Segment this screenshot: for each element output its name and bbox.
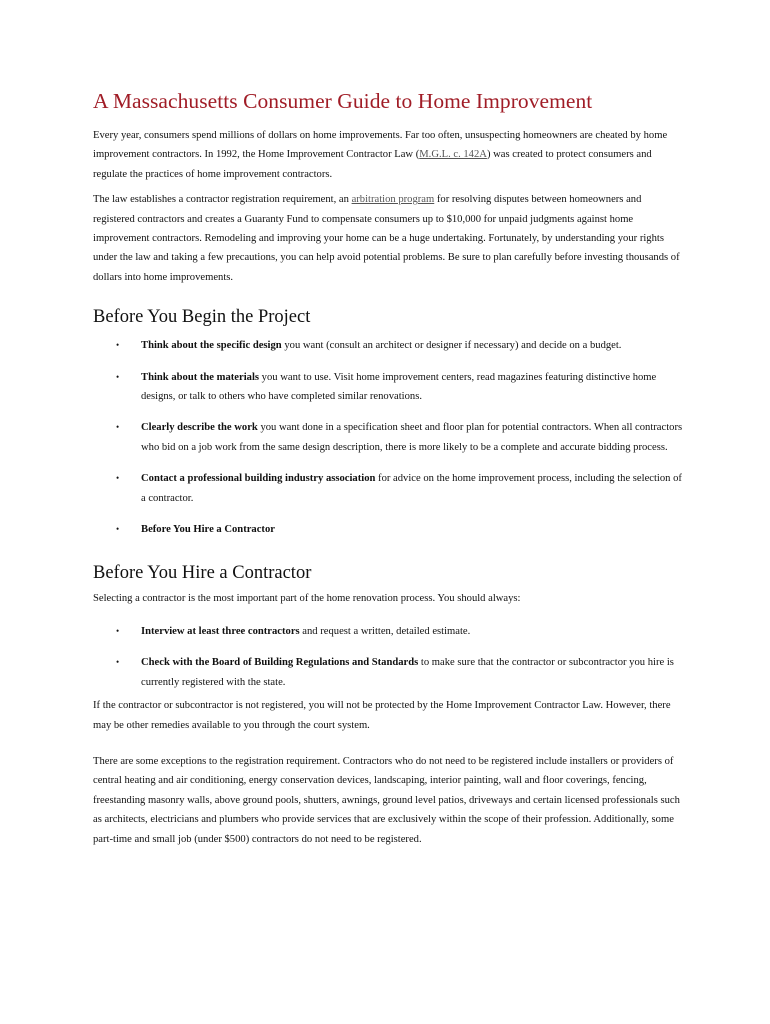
list-item-text: to make sure that the contractor or subcontractor you hire is currently registered with the state. <box>141 657 674 688</box>
list-item-bold: Think about the specific design <box>141 340 282 352</box>
page-title: A Massachusetts Consumer Guide to Home Improvement <box>93 89 593 113</box>
exceptions-paragraph: There are some exceptions to the registration requirement. Contractors who do not need to be registered include installers or providers of central heating and air conditioning, energy conservation devices, landscaping, interior painting, wall and floor coverings, fencing, freestanding masonry walls, above ground pools, shutters, awnings, ground level patios, driveways and certain licensed professionals such as architects, electricians and plumbers who provide services that are exclusively within the scope of their profession. Additionally, some part-time and small job (under $500) contractors do not need to be registered. <box>93 755 680 845</box>
list-item <box>93 653 683 692</box>
list-item-text: you want to use. Visit home improvement centers, read magazines featuring distinctive home designs, or talk to others who have completed similar renovations. <box>141 371 657 403</box>
list-item <box>93 336 683 355</box>
document-content <box>93 86 683 849</box>
intro-p1-text-end: ) was created to protect consumers and regulate the practices of home improvement contractors. <box>93 149 652 180</box>
list-item <box>93 418 683 457</box>
bullet-icon: • <box>116 625 120 636</box>
intro-p2-text-start: The law establishes a contractor registration requirement, an <box>93 194 352 206</box>
intro-paragraph-2 <box>93 190 683 287</box>
list-item-text: you want (consult an architect or designer if necessary) and decide on a budget. <box>281 340 622 352</box>
bullet-icon: • <box>116 524 120 535</box>
list-item-bold: Contact a professional building industry association <box>141 473 376 485</box>
list-item-bold: Check with the Board of Building Regulations and Standards <box>141 657 419 669</box>
begin-project-list <box>93 336 683 539</box>
intro-p1-text-start: Every year, consumers spend millions of dollars on home improvements. Far too often, unsuspecting homeowners are cheated by home improvement contractors. In 1992, the Home Improvement Contractor Law ( <box>93 130 668 161</box>
intro-p2-text-end: for resolving disputes between homeowners and registered contractors and creates a Guaranty Fund to compensate consumers up to $10,000 for unpaid judgments against home improvement contractors. Remodeling and improving your home can be a huge undertaking. Fortunately, by understanding your rights under the law and taking a few precautions, you can help avoid potential problems. Be sure to plan carefully before investing thousands of dollars into home improvements. <box>93 194 680 283</box>
list-item-bold: Clearly describe the work <box>141 422 258 434</box>
list-item-bold: Interview at least three contractors <box>141 625 300 637</box>
list-item <box>93 520 683 539</box>
hire-intro-paragraph: Selecting a contractor is the most important part of the home renovation process. You should always: <box>93 592 521 604</box>
bullet-icon: • <box>116 657 120 668</box>
mgl-142a-link[interactable]: M.G.L. c. 142A <box>419 149 487 161</box>
list-item-text: and request a written, detailed estimate. <box>299 625 471 637</box>
list-item-bold: Think about the materials <box>141 371 260 383</box>
hire-contractor-list <box>93 622 683 692</box>
list-item <box>93 368 683 407</box>
intro-paragraph-1 <box>93 126 683 184</box>
bullet-icon: • <box>116 371 120 382</box>
section-heading-hire-contractor: Before You Hire a Contractor <box>93 562 312 583</box>
bullet-icon: • <box>116 422 120 433</box>
list-item-bold: Before You Hire a Contractor <box>141 524 275 536</box>
list-item-text: for advice on the home improvement process, including the selection of a contractor. <box>141 473 682 504</box>
list-item <box>93 469 683 508</box>
arbitration-program-link[interactable]: arbitration program <box>351 194 435 206</box>
list-item <box>93 622 683 641</box>
not-registered-paragraph: If the contractor or subcontractor is not registered, you will not be protected by the Home Improvement Contractor Law. However, there may be other remedies available to you through the court system. <box>93 700 671 731</box>
section-heading-begin-project: Before You Begin the Project <box>93 307 311 328</box>
bullet-icon: • <box>116 473 120 484</box>
bullet-icon: • <box>116 340 120 351</box>
list-item-text: you want done in a specification sheet and floor plan for potential contractors. When all contractors who bid on a job work from the same design description, there is more likely to be a complete and accurate bidding process. <box>141 422 683 453</box>
